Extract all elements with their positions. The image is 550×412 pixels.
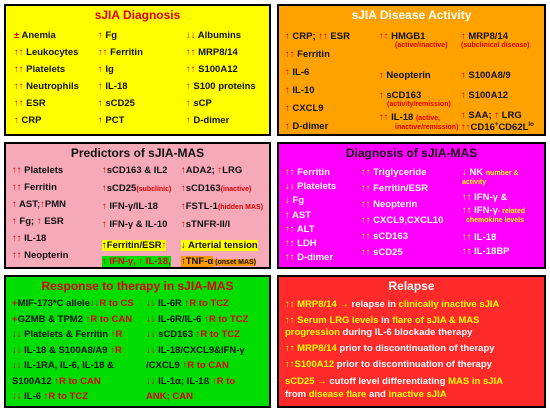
list-item: ↓ Fg bbox=[285, 195, 304, 207]
list-item: ↑ D-dimer bbox=[285, 121, 329, 132]
list-item: ↑ S100A12 bbox=[461, 90, 509, 101]
list-item: ↓↓ IL-6 ↑R to TCZ bbox=[12, 391, 88, 402]
list-item: ↑ D-dimer bbox=[186, 115, 230, 126]
list-item: ↓↓ Platelets & Ferritin ↑R bbox=[12, 329, 123, 340]
list-item: ↓↓ Platelets bbox=[285, 181, 337, 193]
diagnosis-sjia-mas-panel bbox=[277, 142, 546, 269]
list-item: ↓↓ Albumins bbox=[186, 30, 242, 41]
list-item: ↑↑ sCD25 bbox=[361, 247, 403, 258]
list-item: ↑ADA2; ↑LRG bbox=[181, 165, 243, 176]
list-item: ↑ Fg; ↑ ESR bbox=[12, 216, 64, 227]
list-item: +MIF-173*C allele↓↓R to CS bbox=[12, 298, 134, 309]
list-item: ↑↑ MRP8/14 prior to discontinuation of therapy bbox=[285, 343, 495, 354]
list-item: ↑ sCP bbox=[186, 98, 212, 109]
list-item: ↑ Fg bbox=[98, 30, 117, 41]
list-item: ↑↑ sCD163 bbox=[361, 231, 408, 242]
list-item: ↑↑ Leukocytes bbox=[14, 47, 79, 58]
list-item: ↑↑ LDH bbox=[285, 238, 317, 249]
list-item: ↑↑ Triglyceride bbox=[361, 167, 427, 178]
list-item: ± Anemia bbox=[14, 30, 56, 41]
list-item: ↑↑ ALT bbox=[285, 223, 315, 235]
list-item: ↓↓ IL-18/CXCL9&IFN-γ bbox=[146, 344, 245, 356]
list-item: ANK; CAN bbox=[146, 391, 193, 402]
list-item: ↑↑ IFN-γ- related chemokine levels bbox=[462, 205, 526, 224]
list-item: ↑↑ CXCL9,CXCL10 bbox=[361, 215, 444, 226]
list-item: ↑ SAA; ↑ LRG bbox=[461, 110, 522, 121]
list-item: ↑↑ Ferritin bbox=[285, 49, 330, 60]
list-item: ↑ Ig bbox=[98, 64, 114, 75]
list-item: ↑ S100A8/9 bbox=[461, 70, 511, 81]
list-item: ↑↑ IL-18 bbox=[12, 233, 47, 244]
list-item: ↑ sCD163 (activity/remission) bbox=[379, 90, 451, 108]
list-item: ↓↓ sCD163 ↑R to TCZ bbox=[146, 329, 240, 340]
list-item: progression during IL-6 blockade therapy bbox=[285, 327, 473, 338]
list-item: ↑↑ Ferritin bbox=[98, 47, 143, 58]
list-item: ↓↓ IL-18 & S100A8/A9 ↑R bbox=[12, 344, 122, 356]
list-item: ↑ Neopterin bbox=[379, 70, 431, 81]
panel-title: Response to therapy in sJIA-MAS bbox=[41, 279, 234, 293]
panel-title: Predictors of sJIA-MAS bbox=[70, 146, 205, 160]
list-item: ↑↑ Ferritin bbox=[285, 167, 330, 178]
panel-title: Diagnosis of sJIA-MAS bbox=[345, 146, 478, 160]
list-item: ↑ IL-18 bbox=[98, 81, 128, 92]
list-item: sCD25 → cutoff level differentiating MAS in sJIA bbox=[285, 376, 504, 387]
list-item: ↑ CXCL9 bbox=[285, 103, 324, 114]
list-item: ↑↑ IL-18 (active, inactive/remission) bbox=[379, 112, 459, 131]
list-item: ↑ MRP8/14 (subclinical disease) bbox=[461, 31, 530, 49]
list-item: from disease flare and inactive sJIA bbox=[285, 389, 447, 400]
list-item: ↑↑ Ferritin bbox=[12, 182, 57, 193]
list-item: ↑sTNFR-II/I bbox=[181, 219, 231, 230]
list-item: ↑ S100 proteins bbox=[186, 81, 256, 92]
list-item: S100A12 ↑R to CAN bbox=[12, 375, 101, 387]
list-item: ↑↑ IL-18 bbox=[462, 232, 497, 243]
panel-title: sJIA Disease Activity bbox=[351, 8, 472, 22]
list-item: +GZMB & TPM2 ↑R to CAN bbox=[12, 313, 133, 325]
list-item: ↑↑ MRP8/14 → relapse in clinically inactive sJIA bbox=[285, 299, 500, 310]
list-item: ↑↑ IL-18BP bbox=[462, 246, 510, 257]
list-item: ↑↑ ESR bbox=[14, 98, 46, 109]
list-item: ↑sCD163 & IL2 bbox=[102, 165, 168, 176]
list-item: ↑↑ Platelets bbox=[14, 64, 66, 75]
list-item: ↑ CRP; ↑↑ ESR bbox=[285, 31, 350, 42]
list-item: ↑↑ Neopterin bbox=[12, 250, 69, 261]
list-item: ↑ sCD25 bbox=[98, 98, 135, 109]
list-item: ↑ PCT bbox=[98, 115, 125, 126]
therapy-response-panel bbox=[4, 275, 271, 408]
list-item: ↑↑ D-dimer bbox=[285, 252, 334, 264]
list-item: ↑ AST bbox=[285, 209, 312, 221]
list-item: ↑↑ Ferritin/ESR bbox=[361, 183, 429, 194]
list-item: ↑ IL-10 bbox=[285, 85, 315, 96]
list-item: ↑↑ HMGB1 (active/inactive) bbox=[379, 31, 448, 49]
list-item: ↑ AST;↑PMN bbox=[12, 199, 67, 210]
list-item: ↑↑ IFN-γ & bbox=[462, 192, 508, 203]
list-item: ↓ NK number & activity bbox=[462, 167, 519, 186]
panel-title: sJIA Diagnosis bbox=[94, 8, 181, 22]
list-item: ↓↓ IL-1RA, IL-6, IL-18 & bbox=[12, 360, 114, 371]
list-item: ↓↓ IL-6R ↑R to TCZ bbox=[146, 298, 229, 309]
list-item: ↓↓ IL-6R/IL-6 ↑R to TCZ bbox=[146, 313, 249, 325]
list-item: $↑↑CD16^+CD62L^{lo}$ bbox=[461, 122, 534, 134]
list-item: ↑ IFN-γ, ↑ IL-18, bbox=[102, 256, 171, 267]
relapse-panel bbox=[277, 275, 546, 408]
list-item: /CXCL9 ↑R to CAN bbox=[146, 360, 229, 371]
list-item: ↑↑ Neutrophils bbox=[14, 81, 79, 92]
list-item: ↑sCD163(inactive) bbox=[181, 183, 252, 194]
sjia-diagnosis-panel bbox=[4, 4, 271, 136]
predictors-sjia-mas-panel bbox=[4, 142, 271, 269]
list-item: ↑ IL-6 bbox=[285, 67, 310, 78]
list-item: ↑ IFN-γ & IL-10 bbox=[102, 219, 168, 230]
list-item: ↑Ferritin/ESR↑ bbox=[102, 240, 167, 251]
panel-title: Relapse bbox=[388, 279, 435, 293]
list-item: ↑FSTL-1(hidden MAS) bbox=[181, 201, 264, 212]
list-item: ↑↑S100A12 prior to discontinuation of therapy bbox=[285, 359, 492, 370]
list-item: ↑↑ Neopterin bbox=[361, 199, 418, 210]
list-item: ↓↓ IL-1α; IL-1ß ↑R to bbox=[146, 375, 236, 387]
list-item: ↑↑ S100A12 bbox=[186, 64, 238, 75]
list-item: ↑TNF-α (onset MAS) bbox=[181, 256, 257, 267]
list-item: ↓ Arterial tension bbox=[181, 240, 258, 251]
sjia-disease-activity-panel bbox=[277, 4, 546, 136]
list-item: ↑↑ MRP8/14 bbox=[186, 47, 238, 58]
list-item: ↑sCD25(subclinic) bbox=[102, 183, 172, 194]
list-item: ↑ IFN-γ/IL-18 bbox=[102, 201, 158, 212]
list-item: ↑↑ Platelets bbox=[12, 165, 64, 176]
list-item: ↑ CRP bbox=[14, 115, 42, 126]
list-item: ↑↑ Serum LRG levels in flare of sJIA & MAS bbox=[285, 315, 480, 326]
